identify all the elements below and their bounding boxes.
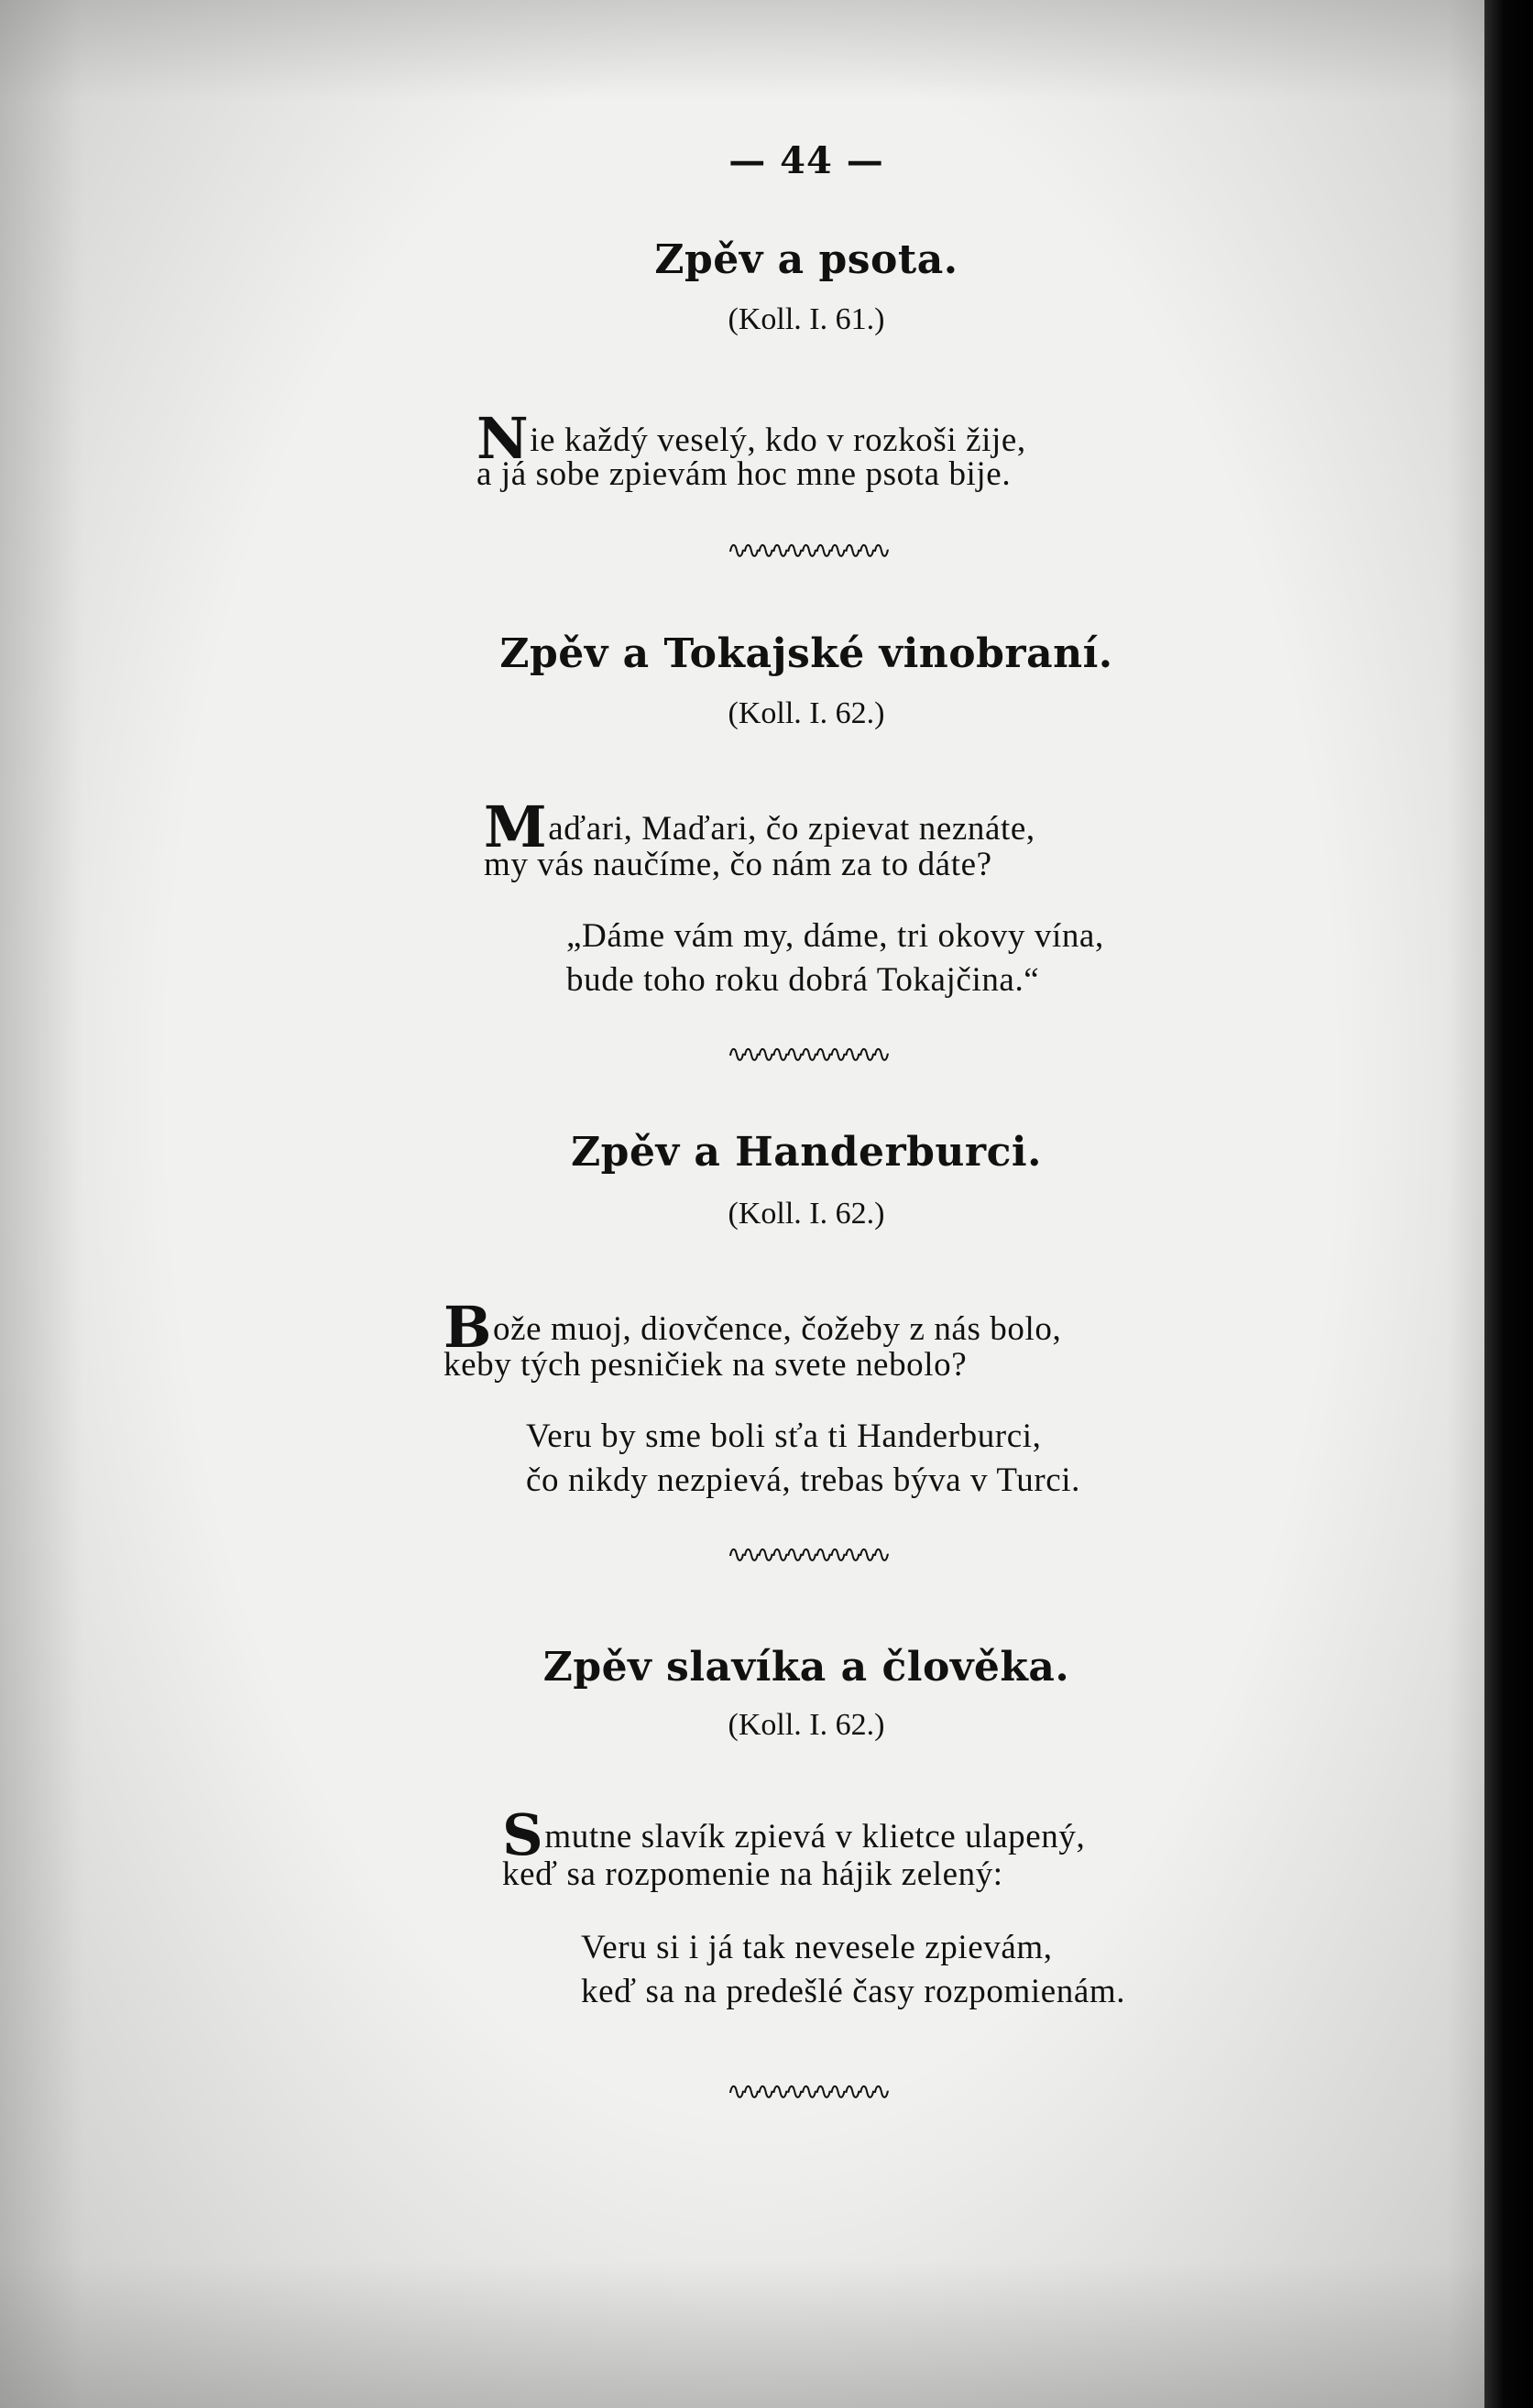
section-ref-2: (Koll. I. 62.) <box>728 696 885 730</box>
verse-text-1-1: ie každý veselý, kdo v rozkoši žije, <box>530 421 1026 459</box>
verse-line-3-4: čo nikdy nezpievá, trebas býva v Turci. <box>526 1461 1080 1499</box>
drop-initial-3: B <box>443 1294 493 1361</box>
section-ref-1: (Koll. I. 61.) <box>728 302 885 336</box>
verse-line-4-4: keď sa na predešlé časy rozpomienám. <box>581 1973 1126 2010</box>
ornament-divider-1: ∿∿∿∿∿∿∿∿∿∿∿ <box>727 537 886 564</box>
verse-line-2-2: my vás naučíme, čo nám za to dáte? <box>484 846 992 883</box>
verse-line-4-2: keď sa rozpomenie na hájik zelený: <box>502 1855 1003 1893</box>
page-number: — 44 — <box>728 139 884 182</box>
verse-text-4-1: mutne slavík zpievá v klietce ulapený, <box>544 1818 1086 1855</box>
section-title-1: Zpěv a psota. <box>654 236 958 283</box>
section-title-3: Zpěv a Handerburci. <box>571 1129 1042 1176</box>
verse-text-2-1: aďari, Maďari, čo zpievat neznáte, <box>548 810 1035 848</box>
ornament-divider-2: ∿∿∿∿∿∿∿∿∿∿∿ <box>727 1041 886 1068</box>
verse-line-2-3: „Dáme vám my, dáme, tri okovy vína, <box>566 917 1104 955</box>
section-title-2: Zpěv a Tokajské vinobraní. <box>499 630 1113 677</box>
verse-line-1-2: a já sobe zpievám hoc mne psota bije. <box>476 455 1012 493</box>
verse-line-4-3: Veru si i já tak nevesele zpievám, <box>581 1929 1053 1966</box>
section-title-4: Zpěv slavíka a člověka. <box>542 1644 1070 1691</box>
verse-text-3-1: ože muoj, diovčence, čožeby z nás bolo, <box>493 1310 1062 1348</box>
drop-initial-2: M <box>484 794 548 860</box>
ornament-divider-4: ∿∿∿∿∿∿∿∿∿∿∿ <box>727 2078 886 2106</box>
verse-line-3-3: Veru by sme boli sťa ti Handerburci, <box>526 1417 1042 1455</box>
drop-initial-4: S <box>502 1801 544 1868</box>
scan-dark-edge <box>1484 0 1533 2408</box>
verse-line-3-2: keby tých pesničiek na svete nebolo? <box>443 1346 968 1384</box>
ornament-divider-3: ∿∿∿∿∿∿∿∿∿∿∿ <box>727 1541 886 1569</box>
verse-line-2-4: bude toho roku dobrá Tokajčina.“ <box>566 961 1040 999</box>
section-ref-3: (Koll. I. 62.) <box>728 1197 885 1231</box>
drop-initial-1: N <box>476 405 530 472</box>
section-ref-4: (Koll. I. 62.) <box>728 1708 885 1742</box>
